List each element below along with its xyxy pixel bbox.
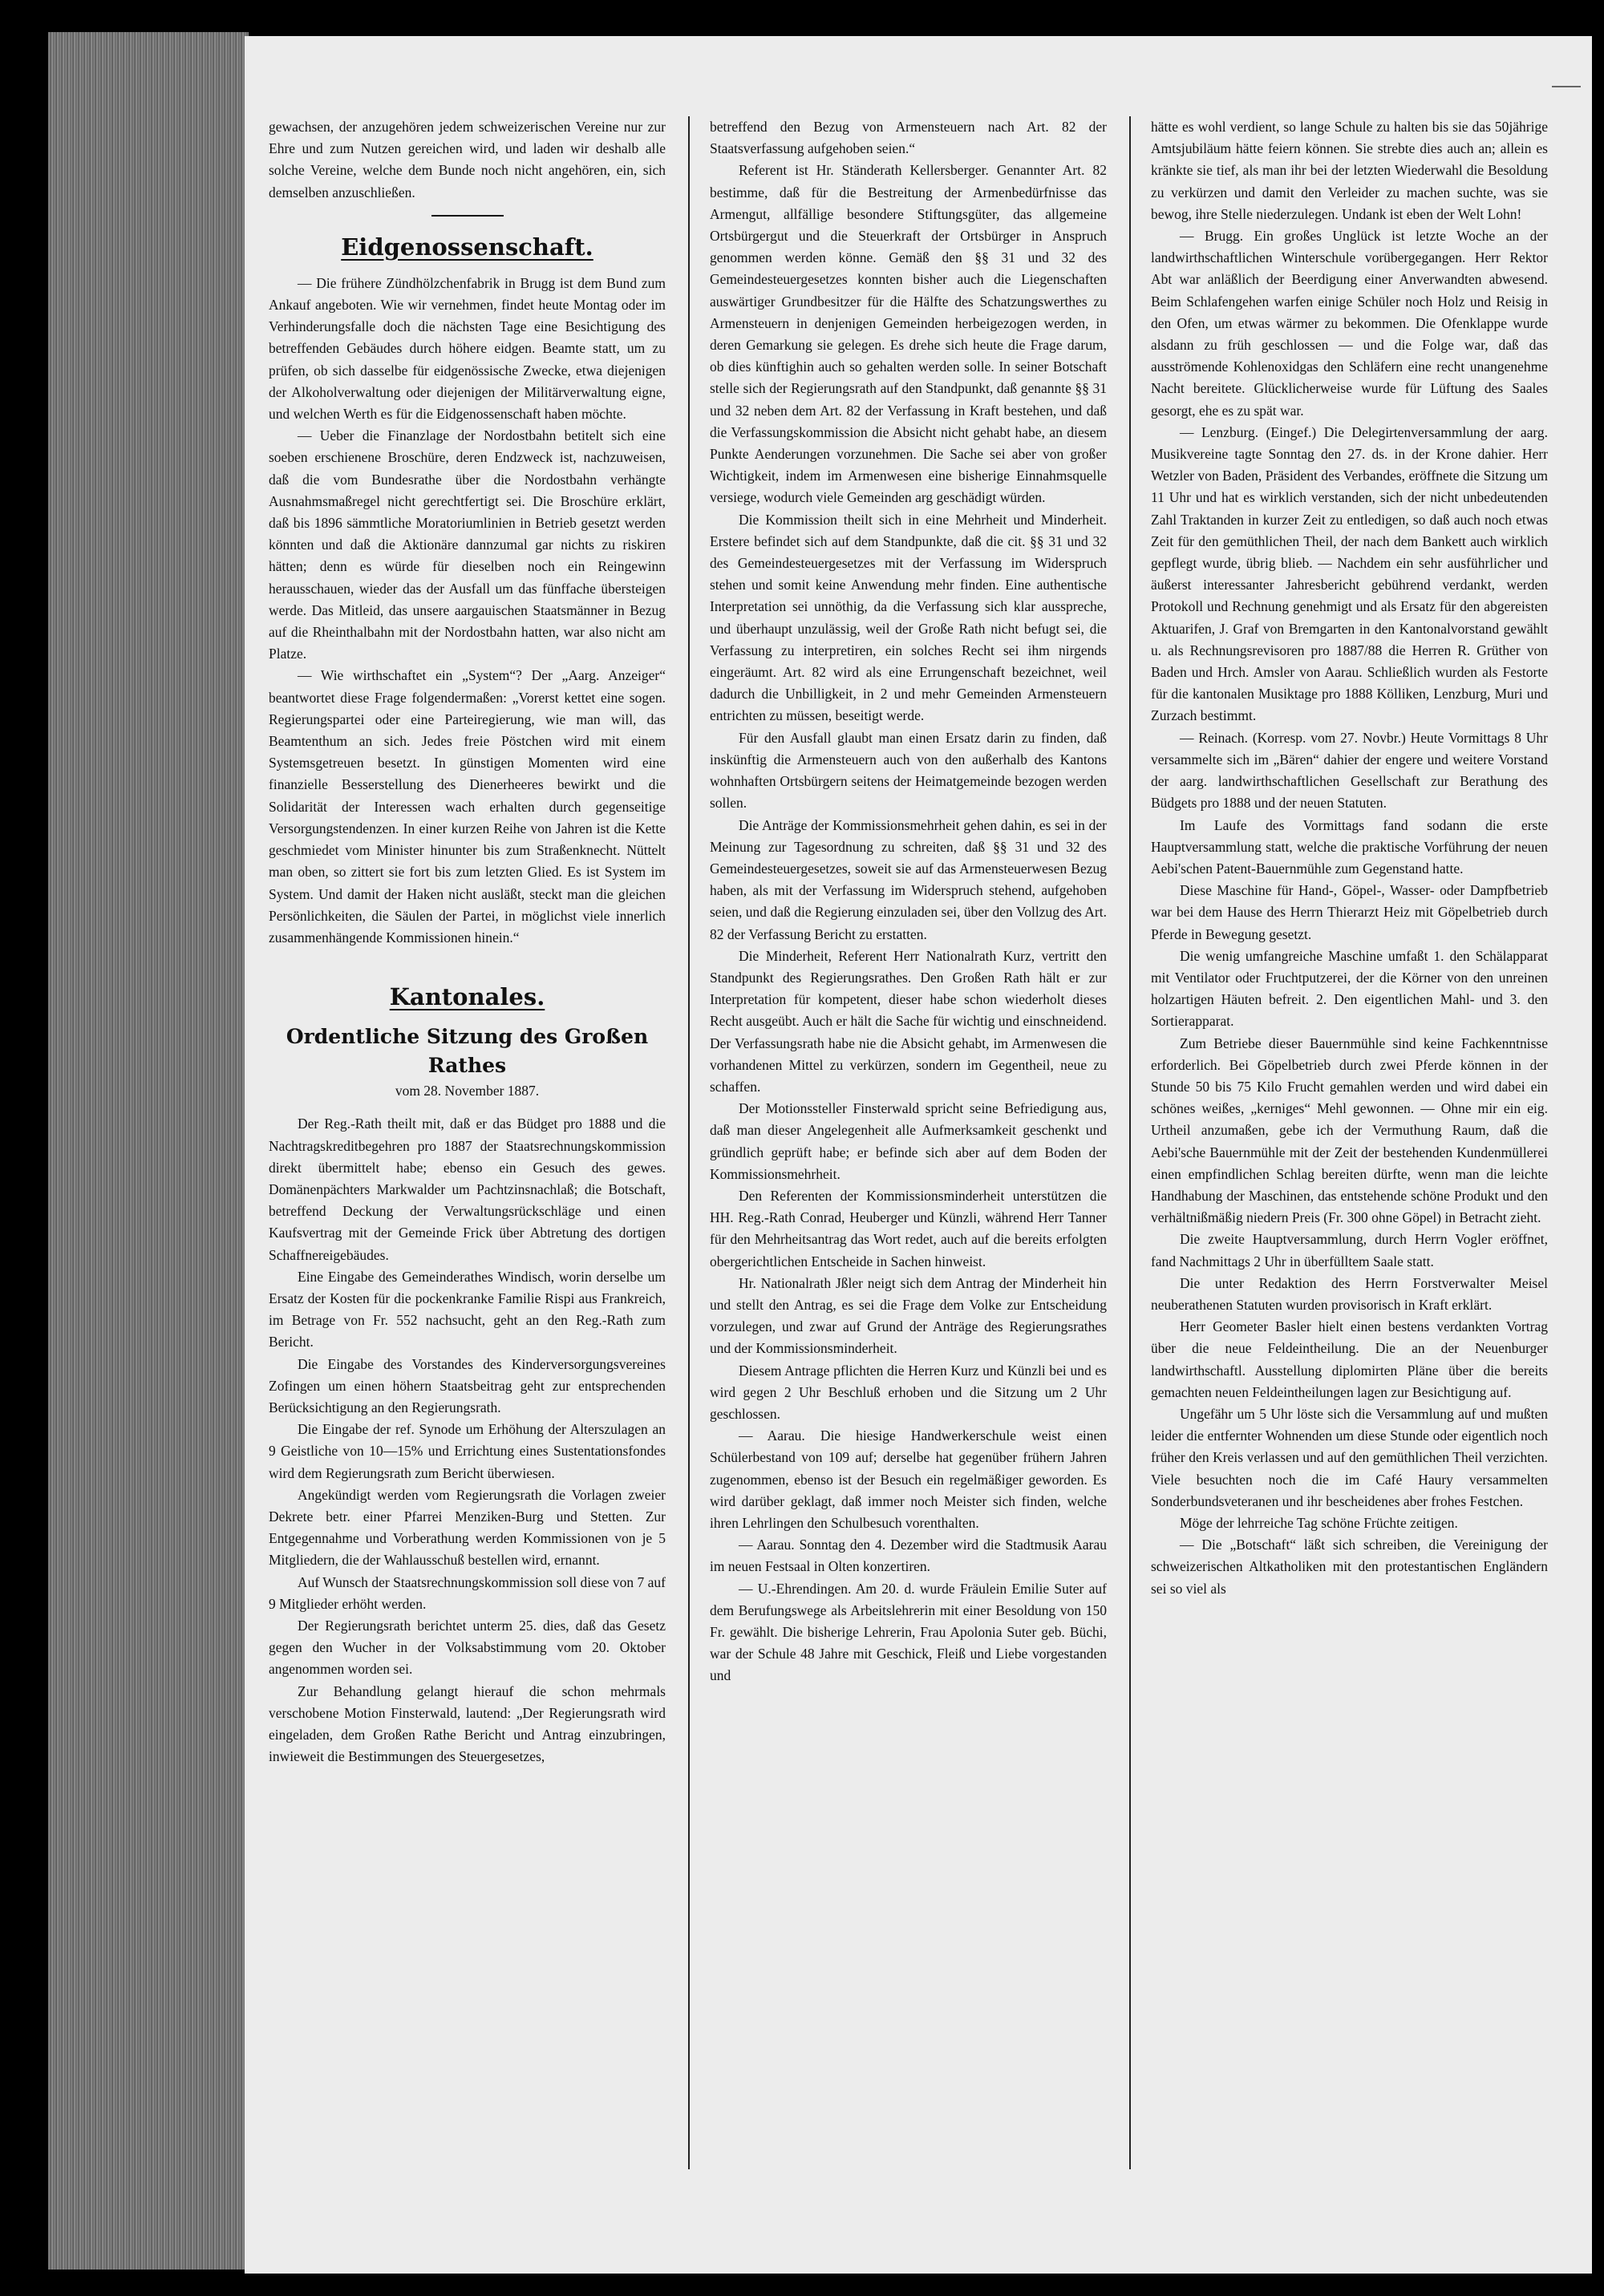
paragraph: — Reinach. (Korresp. vom 27. Novbr.) Heute Vormittags 8 Uhr versammelte sich im „Bären“ dahier der engere und weitere Vorstand der aarg. landwirthschaftlichen Gesellschaft zur Berathung des Büdgets pro 1888 und der neuen Statuten.: [1151, 729, 1548, 812]
paragraph: — Aarau. Die hiesige Handwerkerschule weist einen Schülerbestand von 109 auf; derselbe hat gegenüber frühern Jahren zugenommen, ebenso ist der Besuch ein regelmäßiger geworden. Es wird darüber geklagt, daß immer noch Meister sich finden, welche ihren Lehrlingen den Schulbesuch vorenthalten.: [710, 1427, 1107, 1531]
paragraph: Möge der lehrreiche Tag schöne Früchte zeitigen.: [1180, 1515, 1458, 1531]
paragraph: Der Motionssteller Finsterwald spricht seine Befriedigung aus, daß man dieser Angelegenheit alle Aufmerksamkeit geschenkt und gründlich geprüft habe; er befinde sich aber auf dem Boden der Kommissionsmehrheit.: [710, 1100, 1107, 1182]
paragraph: — Wie wirthschaftet ein „System“? Der „Aarg. Anzeiger“ beantwortet diese Frage folgendermaßen: „Vorerst kettet eine sogen. Regierungspartei oder eine Parteiregierung, wie man will, das Beamtenthum an sich. Jedes freie Pöstchen wird mit einem Systemsgetreuen besetzt. In günstigen Momenten wird eine finanzielle Besserstellung des Dienerheeres bewirkt und die Solidarität der Interessen wach erhalten durch gegenseitige Versorgungstendenzen. In einer kurzen Reihe von Jahren ist die Kette geschmiedet vom Minister hinunter bis zum Straßenknecht. Nüttelt man oben, so zittert sie fort bis zum letzten Glied. Es ist System im System. Und damit der Haken nicht ausläßt, steckt man die gleichen Persönlichkeiten, die Säulen der Partei, in möglichst viele innerlich zusammenhängende Kommissionen hinein.“: [269, 667, 666, 946]
paragraph: — Die frühere Zündhölzchenfabrik in Brugg ist dem Bund zum Ankauf angeboten. Wie wir vernehmen, findet heute Montag oder im Verhinderungsfalle doch die nächsten Tage eine Besichtigung des betreffenden Gebäudes durch höhere eidgen. Beamte statt, um zu prüfen, ob sich dasselbe für eidgenössische Zwecke, etwa diejenigen der Alkoholverwaltung oder diejenigen der Militärverwaltung eigne, und welchen Werth es für die Eidgenossenschaft haben möchte.: [269, 274, 666, 423]
paragraph: Den Referenten der Kommissionsminderheit unterstützen die HH. Reg.-Rath Conrad, Heuberger und Künzli, während Herr Tanner für den Mehrheitsantrag das Wort redet, auch auf die bereits erfolgten obergerichtlichen Entscheide in Sachen hinweist.: [710, 1187, 1107, 1269]
paragraph: Der Regierungsrath berichtet unterm 25. dies, daß das Gesetz gegen den Wucher in der Volksabstimmung vom 20. Oktober angenommen worden sei.: [269, 1617, 666, 1678]
paragraph: Die zweite Hauptversammlung, durch Herrn Vogler eröffnet, fand Nachmittags 2 Uhr in überfülltem Saale statt.: [1151, 1231, 1548, 1269]
paragraph: gewachsen, der anzugehören jedem schweizerischen Vereine nur zur Ehre und zum Nutzen gereichen wird, und laden wir deshalb alle solche Vereine, welche dem Bunde noch nicht angehören, ein, sich demselben anzuschließen.: [269, 119, 666, 200]
paragraph: Zur Behandlung gelangt hierauf die schon mehrmals verschobene Motion Finsterwald, lautend: „Der Regierungsrath wird eingeladen, dem Großen Rathe Bericht und Antrag einzubringen, inwieweit die Bestimmungen des Steuergesetzes,: [269, 1683, 666, 1765]
paragraph: Für den Ausfall glaubt man einen Ersatz darin zu finden, daß inskünftig die Armensteuern auch von den außerhalb des Kantons wohnhaften Ortsbürgern seitens der Heimatgemeinde bezogen werden sollen.: [710, 729, 1107, 812]
column-divider: [1129, 116, 1131, 2169]
column-1: [269, 116, 666, 1768]
section-title: Kantonales.: [389, 983, 545, 1011]
paragraph: Im Laufe des Vormittags fand sodann die erste Hauptversammlung statt, welche die praktische Vorführung der neuen Aebi'schen Patent-Bauernmühle zum Gegenstand hatte.: [1151, 816, 1548, 877]
paragraph: Die Eingabe der ref. Synode um Erhöhung der Alterszulagen an 9 Geistliche von 10—15% und Errichtung eines Sustentationsfondes wird dem Regierungsrath zum Bericht überwiesen.: [269, 1421, 666, 1481]
article-date: vom 28. November 1887.: [395, 1083, 540, 1099]
paragraph: Die Minderheit, Referent Herr Nationalrath Kurz, vertritt den Standpunkt des Regierungsrathes. Den Großen Rath hält er zur Interpretation für kompetent, dieser habe schon wiederholt dieses Recht ausgeübt. Auch er hält die Sache für wichtig und einschneidend. Der Verfassungsrath habe nie die Absicht gehabt, im Armenwesen die vorhandenen Mittel zu verkürzen, sondern im Gegentheil, neue zu schaffen.: [710, 947, 1107, 1095]
column-2: [710, 116, 1107, 1687]
page-corner-mark: [1552, 86, 1581, 87]
paragraph: Die Anträge der Kommissionsmehrheit gehen dahin, es sei in der Meinung zur Tagesordnung zu schreiten, daß §§ 31 und 32 des Gemeindesteuergesetzes, soweit sie auf das Armensteuerwesen Bezug haben, als mit der Verfassung im Widerspruch stehend, aufgehoben seien, und daß die Regierung einzuladen sei, über den Vollzug des Art. 82 der Verfassung Bericht zu erstatten.: [710, 816, 1107, 942]
section-title: Eidgenossenschaft.: [341, 233, 593, 261]
paragraph: Diese Maschine für Hand-, Göpel-, Wasser- oder Dampfbetrieb war bei dem Hause des Herrn Thierarzt Heiz mit Göpelbetrieb durch Pferde in Bewegung gesetzt.: [1151, 882, 1548, 942]
paragraph: Eine Eingabe des Gemeinderathes Windisch, worin derselbe um Ersatz der Kosten für die pockenkranke Familie Rispi aus Frankreich, im Betrage von Fr. 552 nachsucht, geht an den Reg.-Rath zum Bericht.: [269, 1268, 666, 1350]
paragraph: Angekündigt werden vom Regierungsrath die Vorlagen zweier Dekrete betr. einer Pfarrei Menziken-Burg und Stetten. Zur Entgegennahme und Vorberathung werden Kommissionen von je 5 Mitgliedern, die der Wahlausschuß bestellen wird, ernannt.: [269, 1486, 666, 1569]
separator-rule: [431, 215, 504, 217]
paragraph: Zum Betriebe dieser Bauernmühle sind keine Fachkenntnisse erforderlich. Bei Göpelbetrieb durch zwei Pferde können in der Stunde 50 bis 75 Kilo Frucht gemahlen werden und wird dabei ein schönes weißes, „kerniges“ Mehl gewonnen. — Ohne mir ein eig. Urtheil anzumaßen, gebe ich der Vermuthung Raum, daß die Aebi'sche Bauernmühle mit der Zeit der bestehenden Kundenmüllerei einen empfindlichen Schlag bereiten dürfte, wenn man die leichte Handhabung der Maschinen, das entstehende schöne Produkt und den verhältnißmäßig niedern Preis (Fr. 300 ohne Göpel) in Betracht zieht.: [1151, 1035, 1548, 1226]
paragraph: Die Kommission theilt sich in eine Mehrheit und Minderheit. Erstere befindet sich auf dem Standpunkte, daß die cit. §§ 31 und 32 des Gemeindesteuergesetzes mit der Verfassung im Widerspruch stehen und somit keine Anwendung mehr finden. Eine authentische Interpretation sei unnöthig, da die Verfassung sich klar ausspreche, und überhaupt unzulässig, weil der Große Rath nicht befugt sei, die Verfassung zu interpretiren, ein solches Recht sei ihm nirgends eingeräumt. Art. 82 wird als eine Errungenschaft bezeichnet, weil dadurch die Unbilligkeit, in 2 und mehr Gemeinden Armensteuern entrichten zu müssen, beseitigt werde.: [710, 511, 1107, 724]
stacked-page-edges: [48, 32, 249, 2270]
column-divider: [688, 116, 690, 2169]
paragraph: — Ueber die Finanzlage der Nordostbahn betitelt sich eine soeben erschienene Broschüre, deren Endzweck ist, nachzuweisen, daß die vom Bundesrathe über die Nordostbahn verhängte Ausnahmsmaßregel nicht gerechtfertigt sei. Die Broschüre erklärt, daß bis 1896 sämmtliche Moratoriumlinien in Betrieb gesetzt werden könnten und daß die Aktionäre dannzumal gar nichts zu riskiren hätten; denn es würde für dieselben noch ein Reingewinn herausschauen, wieder das der Ausfall um das fünffache übersteigen werde. Das Mitleid, das unsere aargauischen Staatsmänner in Bezug auf die Rheinthalbahn mit der Nordostbahn hatten, war also nicht am Platze.: [269, 427, 666, 662]
paragraph: — Aarau. Sonntag den 4. Dezember wird die Stadtmusik Aarau im neuen Festsaal in Olten konzertiren.: [710, 1537, 1107, 1575]
paragraph: — U.-Ehrendingen. Am 20. d. wurde Fräulein Emilie Suter auf dem Berufungswege als Arbeitslehrerin mit einer Besoldung von 150 Fr. gewählt. Die bisherige Lehrerin, Frau Apolonia Suter geb. Büchi, war der Schule 48 Jahre mit Geschick, Fleiß und Liebe vorgestanden und: [710, 1580, 1107, 1684]
paragraph: Referent ist Hr. Ständerath Kellersberger. Genannter Art. 82 bestimme, daß für die Bestreitung der Armenbedürfnisse das Armengut, allfällige besondere Stiftungsgüter, das allgemeine Ortsbürgergut und die Steuerkraft der Ortsbürger in Anspruch genommen werden könne. Gemäß den §§ 31 und 32 des Gemeindesteuergesetzes konnten bisher auch die Liegenschaften auswärtiger Grundbesitzer für die Hälfte des Schatzungswerthes zu Armensteuern in denjenigen Gemeinden herbeigezogen werden, in deren Gemarkung sie gelegen. Es drehe sich heute die Frage darum, ob dies künftighin auch so gehalten werden solle. In seiner Botschaft stelle sich der Regierungsrath auf den Standpunkt, daß genannte §§ 31 und 32 neben dem Art. 82 der Verfassung in Kraft bestehen, und daß die Verfassungskommission die Absicht nicht gehabt habe, an diesem Punkte Aenderungen vorzunehmen. Die Sache sei aber von großer Wichtigkeit, indem im Armenwesen eine bisherige Einnahmsquelle versiege, wodurch viele Gemeinden arg geschädigt würden.: [710, 162, 1107, 506]
paragraph: Die wenig umfangreiche Maschine umfaßt 1. den Schälapparat mit Ventilator oder Fruchtputzerei, der die Körner von den unreinen holzartigen Häuten befreit. 2. Den eigentlichen Mahl- und 3. den Sortierapparat.: [1151, 947, 1548, 1030]
article-title: Ordentliche Sitzung des Großen Rathes: [286, 1025, 649, 1078]
paragraph: Ungefähr um 5 Uhr löste sich die Versammlung auf und mußten leider die entfernter Wohnenden um diese Stunde oder eigentlich noch früher den Kreis verlassen und auf den gemüthlichen Theil verzichten. Viele besuchten noch die im Café Haury versammelten Sonderbundsveteranen und ihr bescheidenes aber frohes Festchen.: [1151, 1405, 1548, 1509]
paragraph: Hr. Nationalrath Jßler neigt sich dem Antrag der Minderheit hin und stellt den Antrag, es sei die Frage dem Volke zur Entscheidung vorzulegen, und zwar auf Grund der Anträge des Regierungsrathes und der Kommissionsminderheit.: [710, 1274, 1107, 1357]
paragraph: Herr Geometer Basler hielt einen bestens verdankten Vortrag über die neue Feldeintheilung. Die an der Neuenburger landwirthschaftl. Ausstellung diplomirten Pläne über die bereits gemachten neuen Feldeintheilungen lagen zur Besichtigung auf.: [1151, 1318, 1548, 1400]
paragraph: — Lenzburg. (Eingef.) Die Delegirtenversammlung der aarg. Musikvereine tagte Sonntag den 27. ds. in der Krone dahier. Herr Wetzler von Baden, Präsident des Verbandes, eröffnete die Sitzung um 11 Uhr und hat es wirklich verstanden, sich der nicht unbedeutenden Zahl Traktanden in kurzer Zeit zu entledigen, so daß auch noch etwas Zeit für den gemüthlichen Theil, der nach dem Bankett auch wirklich gepflegt wurde, übrig blieb. — Nachdem ein sehr ausführlicher und äußerst interessanter Jahresbericht gebührend verdankt, werden Protokoll und Rechnung genehmigt und als Ersatz für den abgereisten Aktuarifen, J. Graf von Bremgarten in den Kantonalvorstand gewählt u. als Rechnungsrevisoren pro 1887/88 die Herren R. Grüther von Baden und Hrch. Amsler von Aarau. Schließlich wurden als Festorte für die kantonalen Musiktage pro 1888 Kölliken, Lenzburg, Muri und Zurzach bestimmt.: [1151, 423, 1548, 724]
paragraph: Der Reg.-Rath theilt mit, daß er das Büdget pro 1888 und die Nachtragskreditbegehren pro 1887 der Staatsrechnungskommission direkt übermittelt habe; ebenso ein Gesuch des gewes. Domänenpächters Markwalder um Pachtzinsnachlaß; die Botschaft, betreffend Deckung der Verwaltungsrückschläge und einen Kaufsvertrag mit der Gemeinde Frick über Abtretung des dortigen Schaffnereigebäudes.: [269, 1116, 666, 1263]
paragraph: Die Eingabe des Vorstandes des Kinderversorgungsvereines Zofingen um einen höhern Staatsbeitrag geht zur entsprechenden Berücksichtigung an den Regierungsrath.: [269, 1355, 666, 1415]
paragraph: — Brugg. Ein großes Unglück ist letzte Woche an der landwirthschaftlichen Winterschule vorübergegangen. Herr Rektor Abt war anläßlich der Beerdigung einer Anverwandten abwesend. Beim Schlafengehen warfen einige Schüler noch Holz und Reisig in den Ofen, um etwas wärmer zu bekommen. Die Ofenklappe wurde alsdann zu früh geschlossen — und die Folge war, daß das ausströmende Kohlenoxidgas den Schläfern eine recht unangenehme Nacht bereitete. Glücklicherweise wurde für Lüftung des Saales gesorgt, ehe es zu spät war.: [1151, 228, 1548, 419]
paragraph: Diesem Antrage pflichten die Herren Kurz und Künzli bei und es wird gegen 2 Uhr Beschluß erhoben und die Sitzung um 2 Uhr geschlossen.: [710, 1362, 1107, 1422]
paragraph: Die unter Redaktion des Herrn Forstverwalter Meisel neuberathenen Statuten wurden provisorisch in Kraft erklärt.: [1151, 1274, 1548, 1313]
column-3: [1151, 116, 1548, 1600]
paragraph: — Die „Botschaft“ läßt sich schreiben, die Vereinigung der schweizerischen Altkatholiken mit den protestantischen Engländern sei so viel als: [1151, 1537, 1548, 1597]
newspaper-page: [245, 36, 1592, 2274]
paragraph: betreffend den Bezug von Armensteuern nach Art. 82 der Staatsverfassung aufgehoben seien.“: [710, 119, 1107, 157]
paragraph: hätte es wohl verdient, so lange Schule zu halten bis sie das 50jährige Amtsjubiläum hätte feiern können. Sie strebte dies auch an; allein es kränkte sie tief, als man ihr bei der letzten Wiederwahl die Besoldung zu verkürzen und damit den Verleider zu machen suchte, was sie bewog, ihre Stelle niederzulegen. Undank ist eben der Welt Lohn!: [1151, 119, 1548, 222]
book-spine: [0, 0, 48, 2296]
paragraph: Auf Wunsch der Staatsrechnungskommission soll diese von 7 auf 9 Mitglieder erhöht werden.: [269, 1573, 666, 1612]
